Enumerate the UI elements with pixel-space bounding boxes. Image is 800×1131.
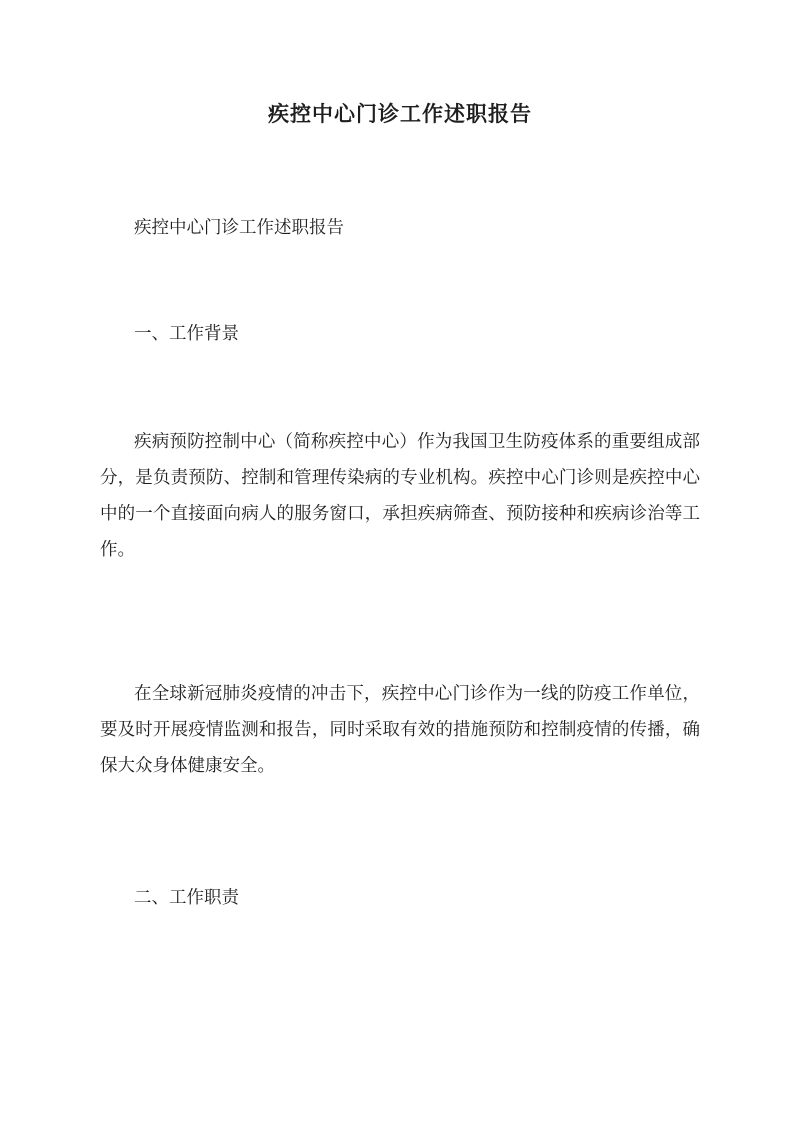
document-title: 疾控中心门诊工作述职报告 bbox=[268, 101, 532, 126]
document-subtitle: 疾控中心门诊工作述职报告 bbox=[134, 218, 344, 238]
paragraph-cdc-introduction: 疾病预防控制中心（简称疾控中心）作为我国卫生防疫体系的重要组成部分，是负责预防、控制和管理传染病的专业机构。疾控中心门诊则是疾控中心中的一个直接面向病人的服务窗口，承担疾病筛查、预防接种和疾病诊治等工作。 bbox=[100, 432, 700, 560]
section-heading-background: 一、工作背景 bbox=[134, 324, 239, 344]
section-heading-responsibilities: 二、工作职责 bbox=[134, 888, 239, 908]
paragraph-covid-response: 在全球新冠肺炎疫情的冲击下，疾控中心门诊作为一线的防疫工作单位，要及时开展疫情监测和报告，同时采取有效的措施预防和控制疫情的传播，确保大众身体健康安全。 bbox=[100, 684, 700, 776]
